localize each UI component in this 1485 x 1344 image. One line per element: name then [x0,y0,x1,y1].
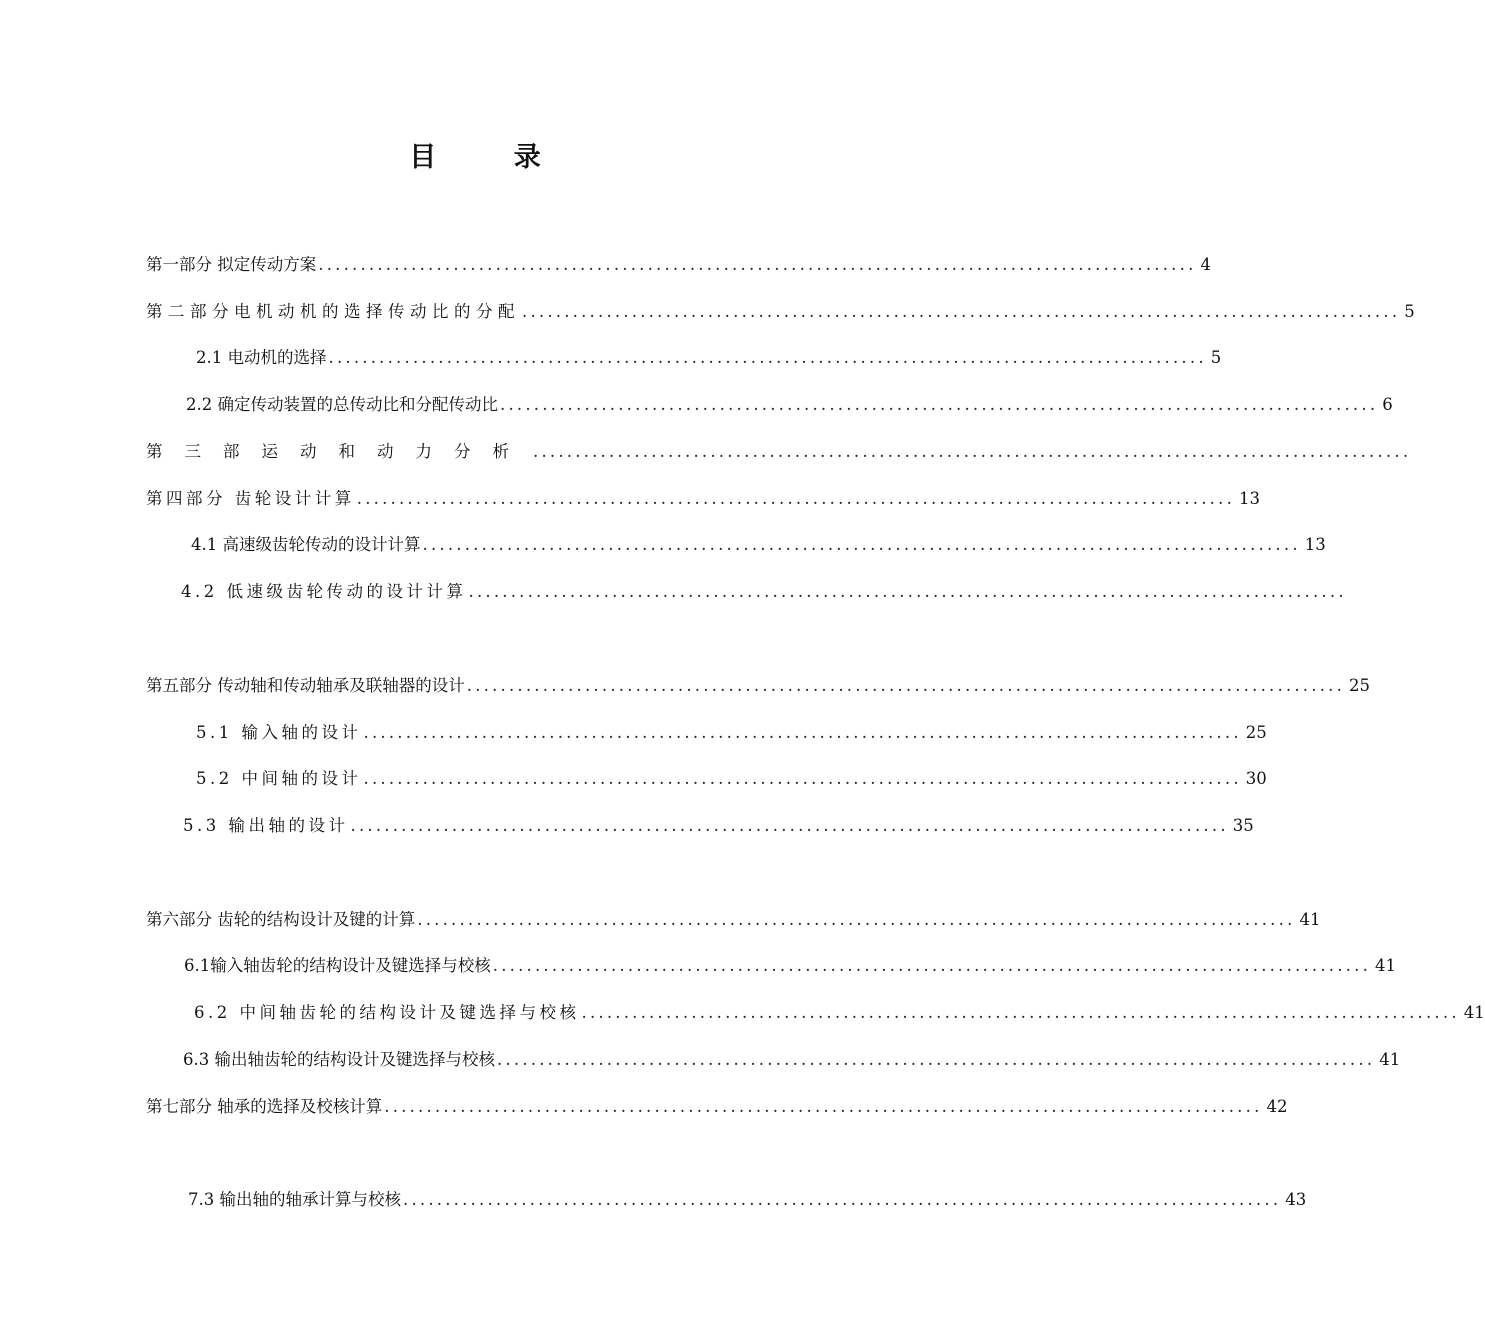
toc-entry-2-1[interactable] [196,343,1222,373]
dot-leader: ........................................................................................................ [328,348,1207,367]
dot-leader: ........................................................................................................ [497,1050,1376,1069]
toc-entry-page: 41 [1299,910,1321,929]
toc-entry-part-5[interactable] [146,671,1371,701]
toc-entry-page: 41 [1379,1050,1401,1069]
toc-entry-label: 第二部分电机动机的选择传动比的分配 [146,302,520,321]
toc-entry-page: 4 [1200,255,1212,274]
dot-leader: ........................................................................................................ [533,442,1412,461]
toc-entry-5-1[interactable] [196,718,1267,748]
toc-entry-label: 7.3 输出轴的轴承计算与校核 [188,1190,401,1209]
dot-leader: ........................................................................................................ [356,489,1236,508]
toc-entry-page: 41 [1463,1003,1485,1022]
toc-entry-label: 5.1 输入轴的设计 [196,723,362,742]
dot-leader: ........................................................................................................ [492,956,1372,975]
toc-entry-part-7[interactable] [146,1092,1288,1122]
toc-entry-part-4[interactable] [146,484,1261,514]
toc-entry-part-6[interactable] [146,905,1321,935]
toc-entry-6-1[interactable] [184,951,1397,981]
toc-entry-page: 25 [1349,676,1371,695]
toc-entry-6-2[interactable] [194,998,1485,1028]
dot-leader: ........................................................................................................ [522,302,1401,321]
toc-entry-label: 2.1 电动机的选择 [196,348,327,367]
toc-entry-label: 第一部分 拟定传动方案 [146,255,317,274]
toc-entry-page: 41 [1375,956,1397,975]
toc-entry-page: 43 [1285,1190,1307,1209]
toc-entry-label: 5.2 中间轴的设计 [196,769,362,788]
toc-entry-label: 5.3 输出轴的设计 [183,816,349,835]
dot-leader: ........................................................................................................ [318,255,1197,274]
dot-leader: ........................................................................................................ [468,582,1347,601]
toc-entry-part-2[interactable] [146,297,1415,327]
dot-leader: ........................................................................................................ [363,723,1242,742]
toc-entry-6-3[interactable] [183,1045,1401,1075]
toc-entry-label: 2.2 确定传动装置的总传动比和分配传动比 [186,395,498,414]
toc-entry-part-3[interactable] [146,437,1412,467]
toc-entry-7-3[interactable] [188,1185,1307,1215]
toc-entry-page: 5 [1404,302,1415,321]
dot-leader: ........................................................................................................ [350,816,1229,835]
toc-entry-label: 第五部分 传动轴和传动轴承及联轴器的设计 [146,676,465,695]
toc-entry-page: 42 [1266,1097,1288,1116]
toc-entry-label: 4.1 高速级齿轮传动的设计计算 [191,535,421,554]
dot-leader: ........................................................................................................ [384,1097,1263,1116]
toc-entry-label: 第七部分 轴承的选择及校核计算 [146,1097,383,1116]
toc-entry-page: 5 [1210,348,1222,367]
dot-leader: ........................................................................................................ [500,395,1379,414]
dot-leader: ........................................................................................................ [581,1003,1460,1022]
toc-entry-label: 6.1输入轴齿轮的结构设计及键选择与校核 [184,956,491,975]
dot-leader: ........................................................................................................ [403,1190,1282,1209]
toc-entry-label: 第三部运动和动力分析 [146,442,531,461]
dot-leader: ........................................................................................................ [417,910,1296,929]
toc-entry-label: 6.2 中间轴齿轮的结构设计及键选择与校核 [194,1003,580,1022]
dot-leader: ........................................................................................................ [422,535,1301,554]
toc-entry-page: 30 [1245,769,1267,788]
toc-entry-5-3[interactable] [183,811,1254,841]
toc-entry-page: 13 [1304,535,1326,554]
dot-leader: ........................................................................................................ [466,676,1346,695]
dot-leader: ........................................................................................................ [363,769,1242,788]
toc-entry-part-1[interactable] [146,250,1212,280]
toc-entry-4-1[interactable] [191,530,1326,560]
toc-entry-page: 35 [1232,816,1254,835]
toc-entry-2-2[interactable] [186,390,1393,420]
toc-entry-label: 4.2 低速级齿轮传动的设计计算 [181,582,467,601]
toc-entry-label: 6.3 输出轴齿轮的结构设计及键选择与校核 [183,1050,495,1069]
toc-entry-5-2[interactable] [196,764,1267,794]
toc-entry-label: 第四部分 齿轮设计计算 [146,489,355,508]
toc-entry-label: 第六部分 齿轮的结构设计及键的计算 [146,910,416,929]
toc-entry-page: 6 [1382,395,1393,414]
toc-entry-4-2[interactable] [181,577,1347,607]
toc-entry-page: 13 [1239,489,1261,508]
toc-entry-page: 25 [1245,723,1267,742]
page-title: 目 录 [409,142,575,173]
